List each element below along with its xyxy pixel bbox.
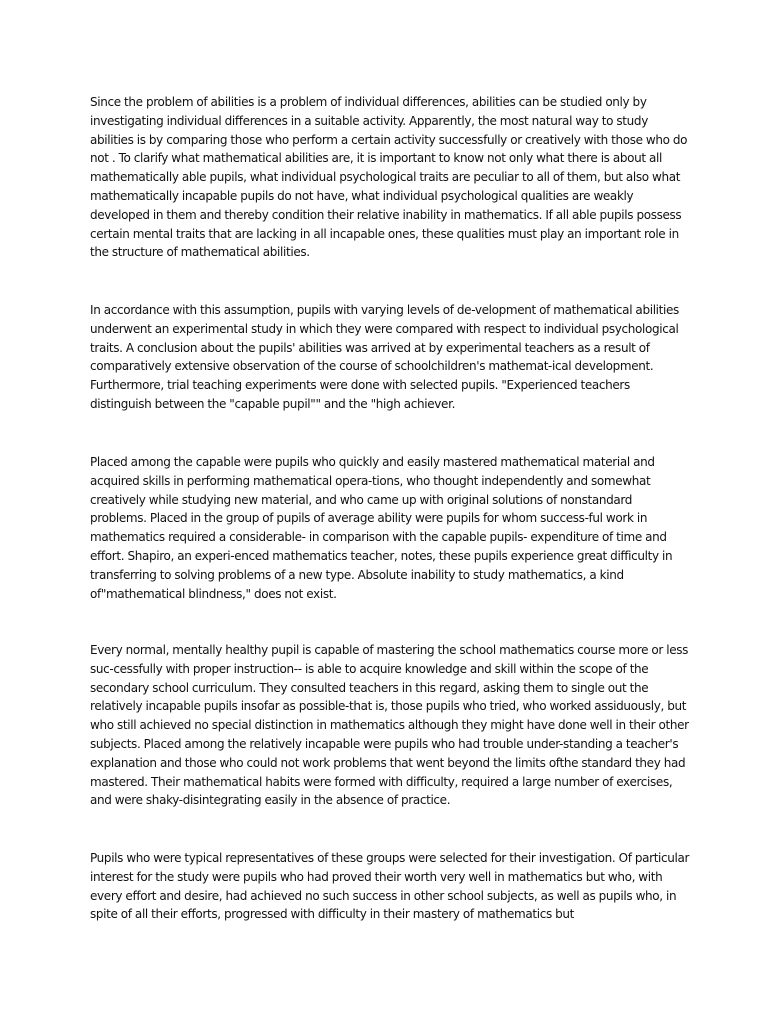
paragraph-abilities-individual-differences: Since the problem of abilities is a problem of individual differences, abilities can be studied only by investigating individual differences in a suitable activity. Apparently, the most natural way to study abilities is by comparing those who perform a certain activity successfully or creatively with those who do not . To clarify what mathematical abilities are, it is important to know not only what there is about all mathematically able pupils, what individual psychological traits are peculiar to all of them, but also what mathematically incapable pupils do not have, what individual psychological qualities are weakly developed in them and thereby condition their relative inability in mathematics. If all able pupils possess certain mental traits that are lacking in all incapable ones, these qualities must play an important role in the structure of mathematical abilities. — [90, 95, 688, 260]
paragraph-experimental-study: In accordance with this assumption, pupils with varying levels of de-velopment of mathematical abilities underwent an experimental study in which they were compared with respect to individual psychological traits. A conclusion about the pupils' abilities was arrived at by experimental teachers as a result of comparatively extensive observation of the course of schoolchildren's mathemat-ical development. Furthermore, trial teaching experiments were done with selected pupils. "Experienced teachers distinguish between the "capable pupil"" and the "high achiever. — [90, 303, 679, 411]
paragraph-typical-representatives: Pupils who were typical representatives of these groups were selected for their investigation. Of particular interest for the study were pupils who had proved their worth very well in mathematics but who, with every effort and desire, had achieved no such success in other school subjects, as well as pupils who, in spite of all their efforts, progressed with difficulty in their mastery of mathematics but — [90, 851, 690, 922]
paragraph-capable-pupils: Placed among the capable were pupils who quickly and easily mastered mathematical material and acquired skills in performing mathematical opera-tions, who thought independently and somewhat creatively while studying new material, and who came up with original solutions of nonstandard problems. Placed in the group of pupils of average ability were pupils for whom success-ful work in mathematics required a considerable- in comparison with the capable pupils- expenditure of time and effort. Shapiro, an experi-enced mathematics teacher, notes, these pupils experience great difficulty in transferring to solving problems of a new type. Absolute inability to study mathematics, a kind of"mathematical blindness," does not exist. — [90, 455, 673, 601]
paragraph-incapable-pupils: Every normal, mentally healthy pupil is capable of mastering the school mathematics course more or less suc-cessfully with proper instruction-- is able to acquire knowledge and skill within the scope of the secondary school curriculum. They consulted teachers in this regard, asking them to single out the relatively incapable pupils insofar as possible-that is, those pupils who tried, who worked assiduously, but who still achieved no special distinction in mathematics although they might have done well in their other subjects. Placed among the relatively incapable were pupils who had trouble under-standing a teacher's explanation and those who could not work problems that went beyond the limits ofthe standard they had mastered. Their mathematical habits were formed with difficulty, required a large number of exercises, and were shaky-disintegrating easily in the absence of practice. — [90, 643, 689, 808]
